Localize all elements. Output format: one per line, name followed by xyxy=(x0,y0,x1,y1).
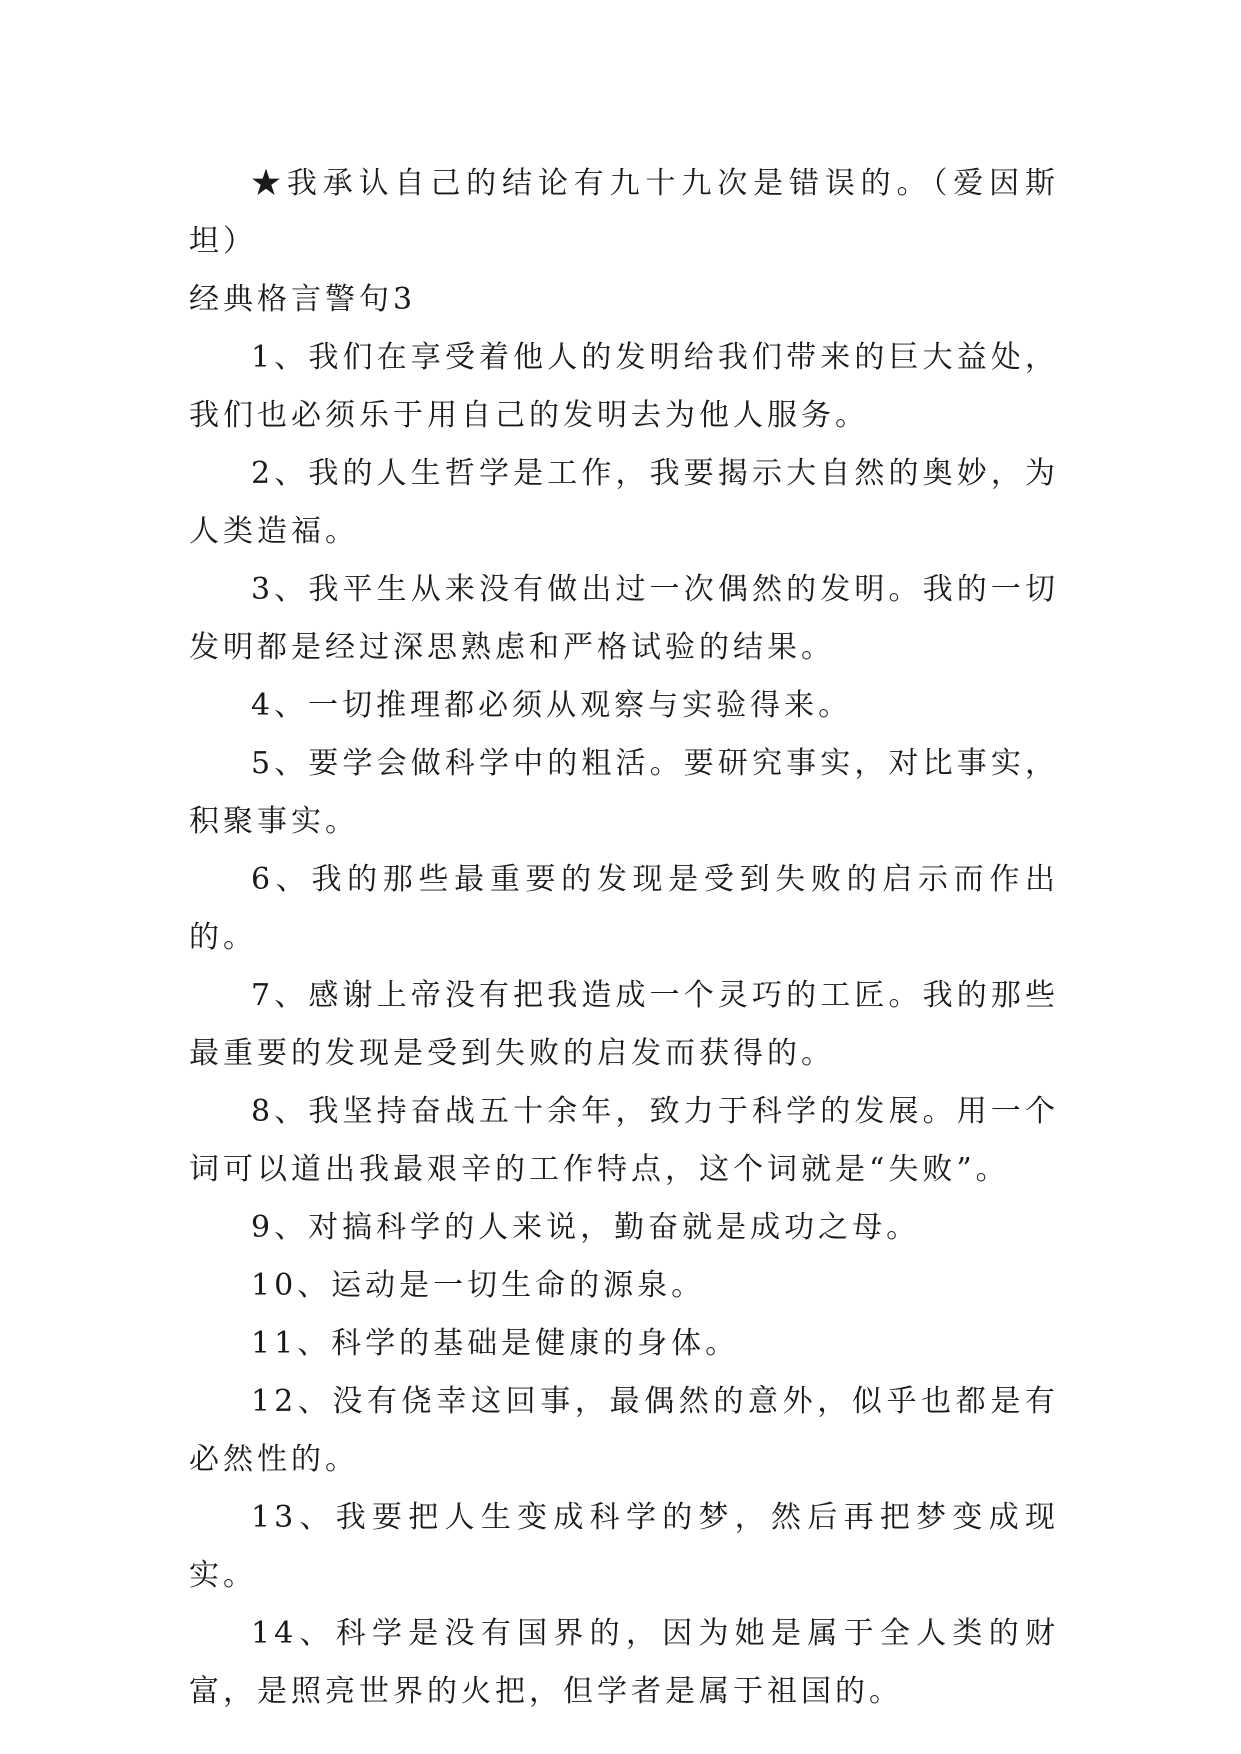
intro-quote: ★我承认自己的结论有九十九次是错误的。（爱因斯坦） xyxy=(189,166,1059,259)
quote-item-7: 7、感谢上帝没有把我造成一个灵巧的工匠。我的那些最重要的发现是受到失败的启发而获得的。 xyxy=(189,978,1059,1071)
quote-item-9: 9、对搞科学的人来说，勤奋就是成功之母。 xyxy=(251,1210,921,1245)
quote-item-3: 3、我平生从来没有做出过一次偶然的发明。我的一切发明都是经过深思熟虑和严格试验的结果。 xyxy=(189,572,1059,665)
quote-item-11: 11、科学的基础是健康的身体。 xyxy=(251,1326,740,1361)
quote-item-2: 2、我的人生哲学是工作，我要揭示大自然的奥妙，为人类造福。 xyxy=(189,456,1059,549)
quote-item-12: 12、没有侥幸这回事，最偶然的意外，似乎也都是有必然性的。 xyxy=(189,1384,1059,1477)
quote-item-10: 10、运动是一切生命的源泉。 xyxy=(251,1268,706,1303)
quote-item-8: 8、我坚持奋战五十余年，致力于科学的发展。用一个词可以道出我最艰辛的工作特点，这个词就是“失败”。 xyxy=(189,1094,1059,1187)
section-title: 经典格言警句3 xyxy=(189,282,417,317)
document-body xyxy=(189,155,1059,1721)
quote-item-6: 6、我的那些最重要的发现是受到失败的启示而作出的。 xyxy=(189,862,1059,955)
quote-item-14: 14、科学是没有国界的，因为她是属于全人类的财富，是照亮世界的火把，但学者是属于祖国的。 xyxy=(189,1616,1059,1709)
quote-item-4: 4、一切推理都必须从观察与实验得来。 xyxy=(251,688,853,723)
quote-item-13: 13、我要把人生变成科学的梦，然后再把梦变成现实。 xyxy=(189,1500,1059,1593)
quote-item-5: 5、要学会做科学中的粗活。要研究事实，对比事实，积聚事实。 xyxy=(189,746,1059,839)
quote-item-1: 1、我们在享受着他人的发明给我们带来的巨大益处，我们也必须乐于用自己的发明去为他人服务。 xyxy=(189,340,1059,433)
